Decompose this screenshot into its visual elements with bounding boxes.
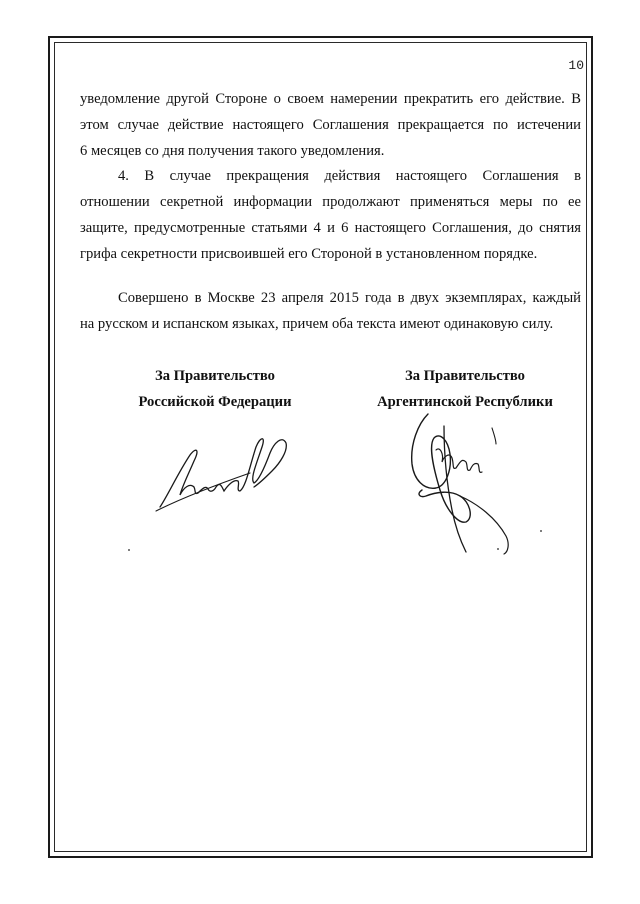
paragraph-done-in-moscow (80, 285, 581, 337)
paragraph-clause-4 (80, 163, 581, 267)
signature-argentina (400, 410, 530, 560)
paragraph-termination-notice (80, 86, 581, 164)
signatory-label: За Правительство (405, 368, 525, 384)
speck-mark (128, 549, 130, 551)
text-line: этом случае действие настоящего Соглашения прекращается по истечении (80, 117, 581, 133)
text-line: Совершено в Москве 23 апреля 2015 года в двух экземплярах, каждый (118, 290, 581, 306)
text-line: на русском и испанском языках, причем оба текста имеют одинаковую силу. (80, 316, 554, 332)
text-line: 4. В случае прекращения действия настоящего Соглашения в (118, 168, 581, 184)
speck-mark (497, 548, 499, 550)
text-line: отношении секретной информации продолжают применяться меры по ее (80, 194, 581, 210)
signatory-argentina (365, 363, 565, 415)
speck-mark (540, 530, 542, 532)
signatory-country: Аргентинской Республики (377, 394, 553, 410)
signature-russia (150, 425, 310, 515)
page-number: 10 (568, 58, 584, 73)
text-line: грифа секретности присвоившей его Стороной в установленном порядке. (80, 246, 538, 262)
text-line: уведомление другой Стороне о своем намерении прекратить его действие. В (80, 91, 581, 107)
signatory-country: Российской Федерации (138, 394, 292, 410)
text-line: 6 месяцев со дня получения такого уведомления. (80, 143, 385, 159)
signatory-label: За Правительство (155, 368, 275, 384)
signatory-russia (120, 363, 310, 415)
text-line: защите, предусмотренные статьями 4 и 6 настоящего Соглашения, до снятия (80, 220, 581, 236)
